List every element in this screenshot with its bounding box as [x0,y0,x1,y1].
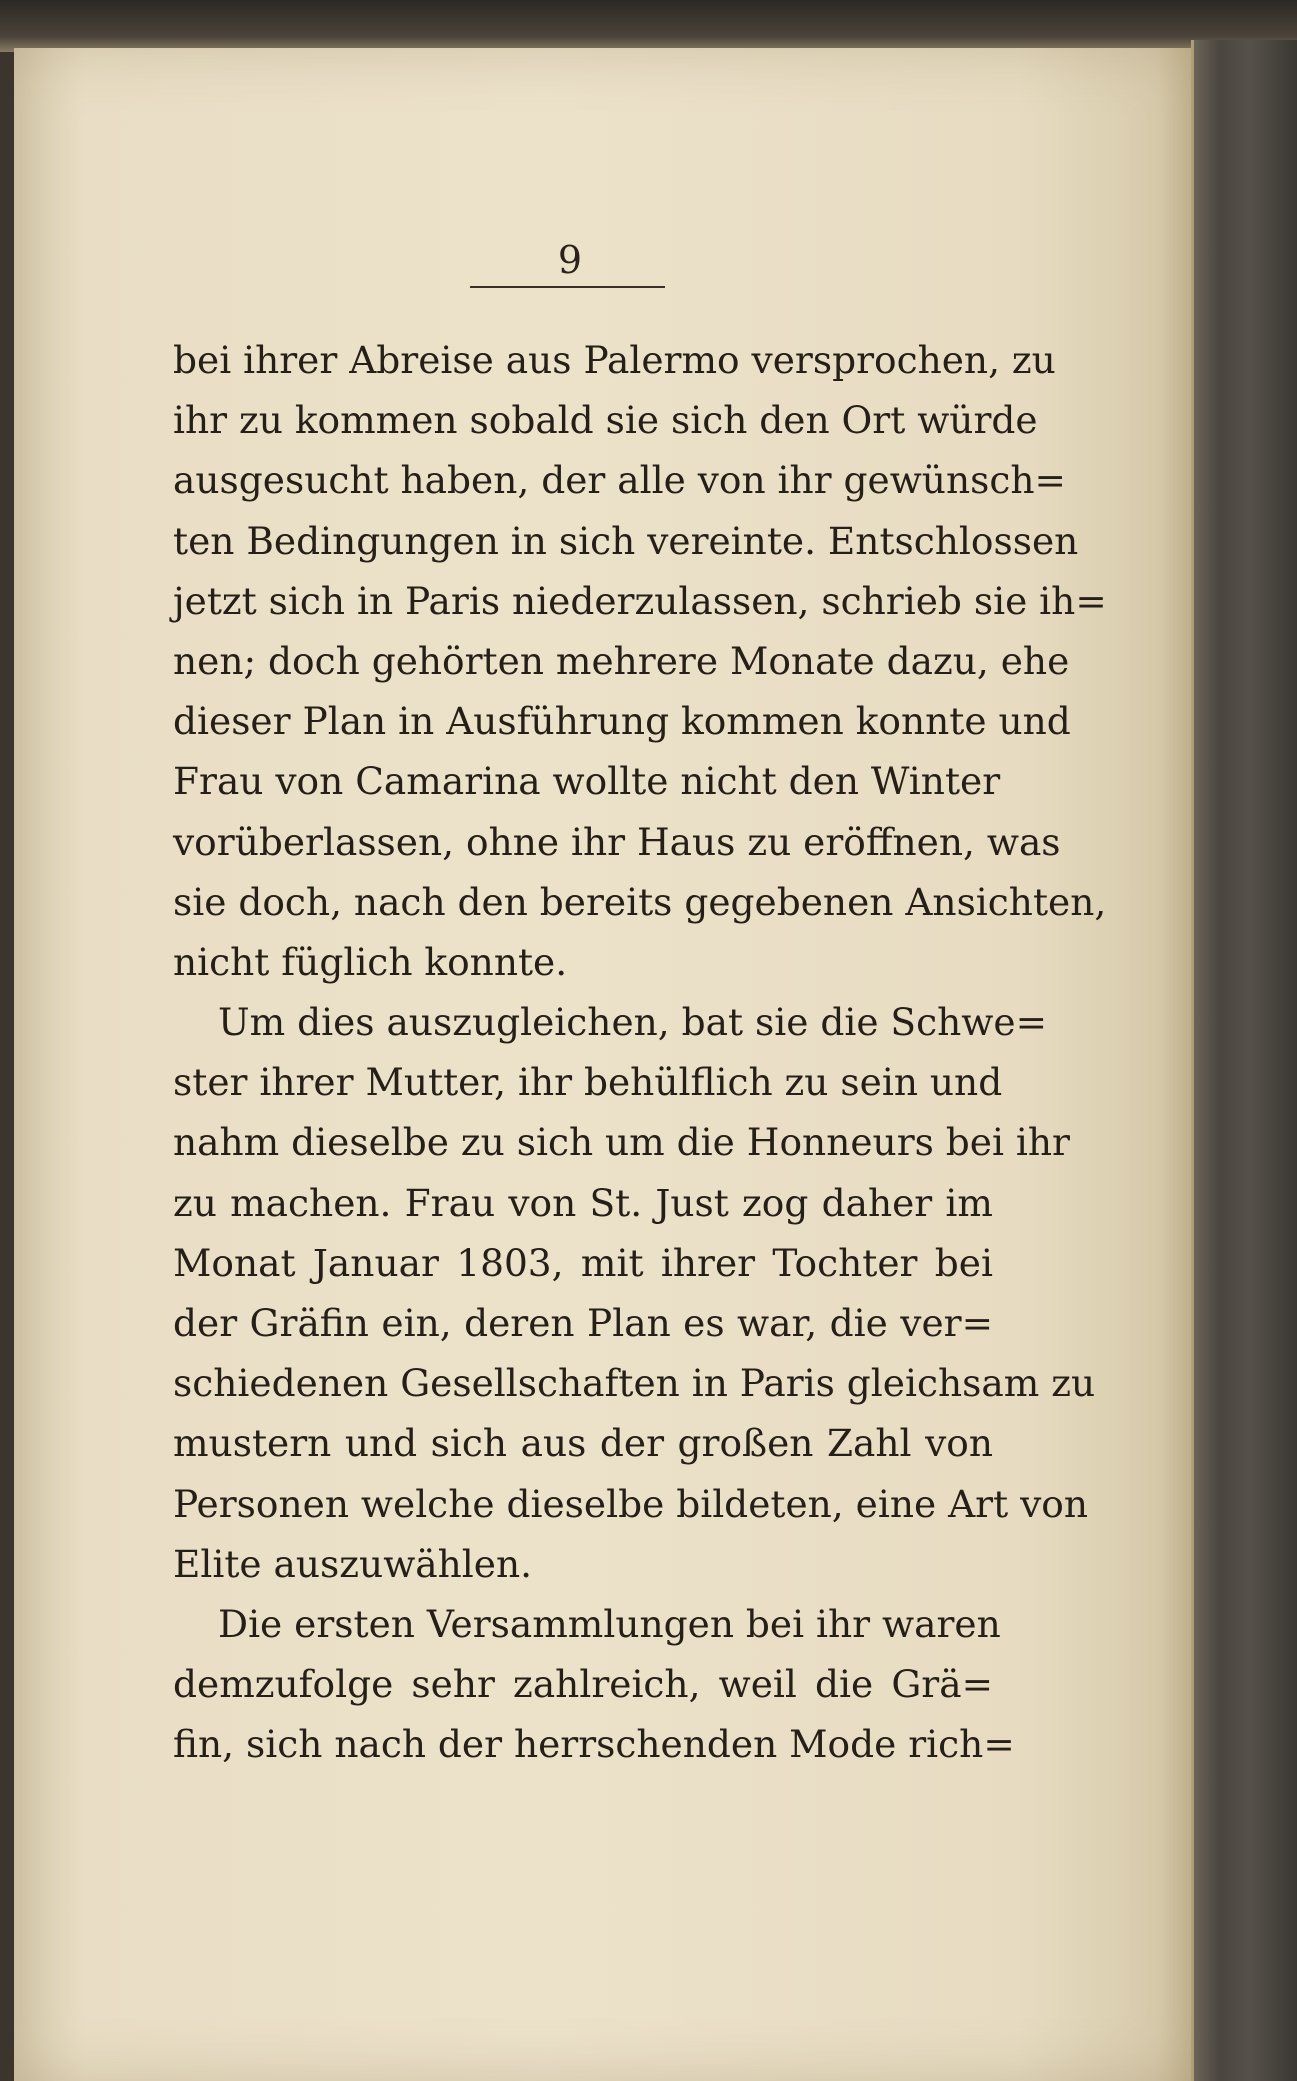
text-line: dieser Plan in Ausführung kommen konnte und [173,699,1071,744]
text-line: vorüberlassen, ohne ihr Haus zu eröffnen, was [173,819,1061,864]
text-line: ausgesucht haben, der alle von ihr gewünsch= [173,458,1066,503]
text-line: ten Bedingungen in sich vereinte. Entschlossen [173,518,1079,563]
text-line: Die ersten Versammlungen bei ihr waren [218,1601,1001,1646]
text-line: sie doch, nach den bereits gegebenen Ansichten, [173,879,1107,924]
text-line: nahm dieselbe zu sich um die Honneurs bei ihr [173,1120,1070,1165]
text-line: fin, sich nach der herrschenden Mode rich= [173,1722,1015,1767]
page-number: 9 [557,238,583,282]
text-line: Monat Januar 1803, mit ihrer Tochter bei [173,1240,993,1285]
text-line: ihr zu kommen sobald sie sich den Ort würde [173,398,1038,443]
text-line: demzufolge sehr zahlreich, weil die Grä= [173,1662,993,1707]
header-rule [470,286,665,288]
text-line: bei ihrer Abreise aus Palermo versprochen, zu [173,338,1056,382]
text-line: Frau von Camarina wollte nicht den Winter [173,759,1001,804]
text-line: Um dies auszugleichen, bat sie die Schwe= [218,1000,1047,1045]
text-line: jetzt sich in Paris niederzulassen, schrieb sie ih= [173,578,1107,623]
text-line: Elite auszuwählen. [173,1541,533,1586]
text-line: zu machen. Frau von St. Just zog daher im [173,1180,993,1225]
book-cover-edge [1194,40,1297,2081]
text-line: nen; doch gehörten mehrere Monate dazu, ehe [173,638,1070,683]
body-text [173,330,1107,1775]
text-line: der Gräfin ein, deren Plan es war, die ver= [173,1301,993,1345]
book-top-edge [0,0,1297,52]
text-line: nicht füglich konnte. [173,939,568,984]
text-line: Personen welche dieselbe bildeten, eine Art von [173,1481,1088,1526]
text-line: ster ihrer Mutter, ihr behülflich zu sein und [173,1060,1003,1105]
text-line: schiedenen Gesellschaften in Paris gleichsam zu [173,1361,1096,1406]
text-line: mustern und sich aus der großen Zahl von [173,1421,993,1466]
